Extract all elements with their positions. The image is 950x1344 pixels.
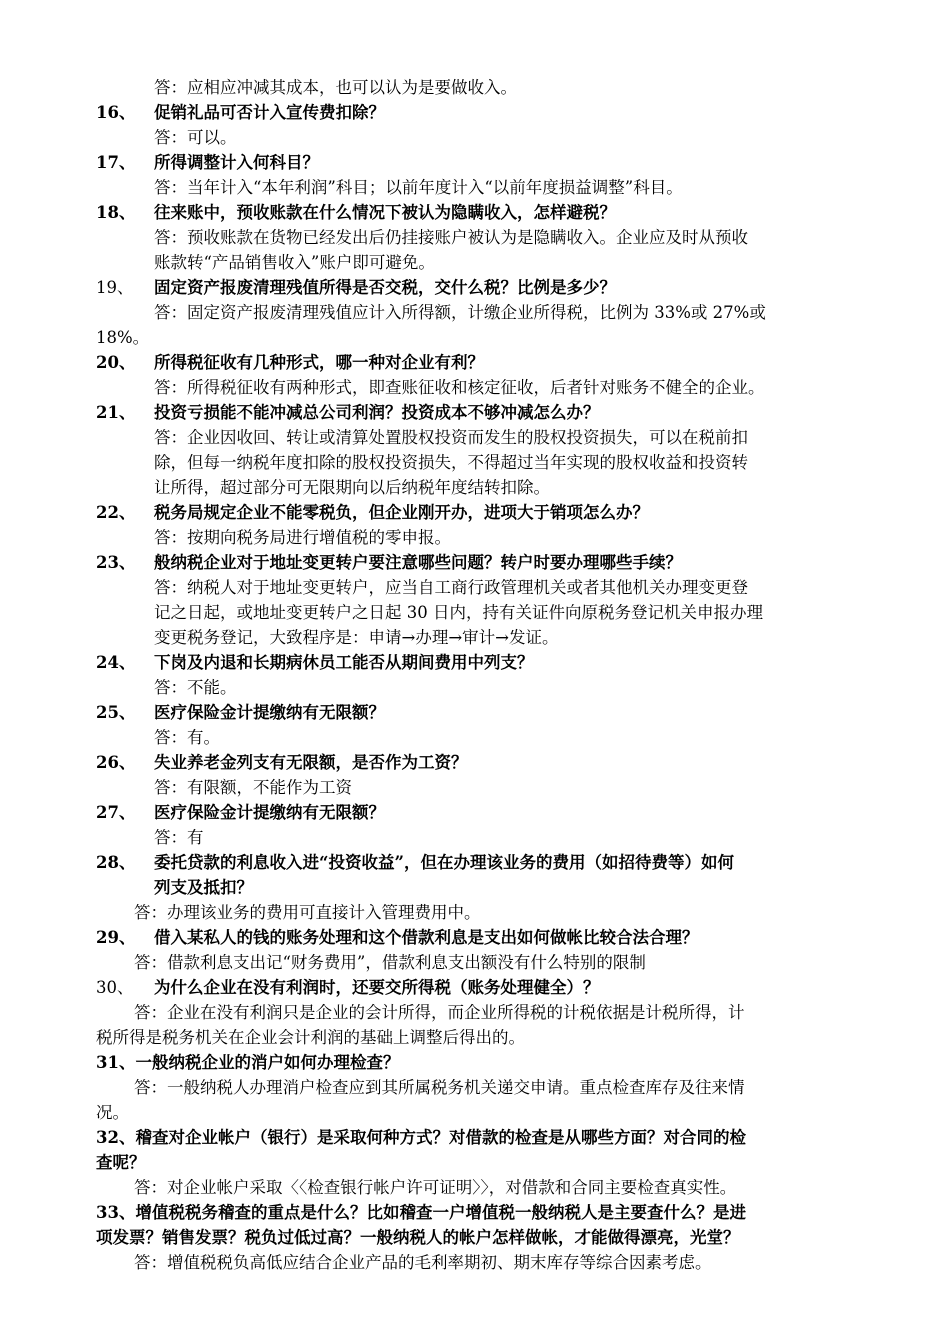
question-text: 税务局规定企业不能零税负，但企业刚开办，进项大于销项怎么办？	[154, 503, 649, 522]
answer-text: 答：所得税征收有两种形式，即查账征收和核定征收，后者针对账务不健全的企业。	[154, 378, 765, 397]
answer-text: 答：固定资产报废清理残值应计入所得额，计缴企业所得税，比例为 33%或 27%或	[154, 303, 766, 322]
answer-text: 答：增值税税负高低应结合企业产品的毛利率期初、期末库存等综合因素考虑。	[134, 1253, 712, 1272]
answer-text: 答：企业因收回、转让或清算处置股权投资而发生的股权投资损失，可以在税前扣	[154, 428, 748, 447]
question-line	[0, 401, 950, 425]
question-line	[0, 976, 950, 1000]
answer-text: 答：可以。	[154, 128, 237, 147]
answer-text: 答：借款利息支出记“财务费用”，借款利息支出额没有什么特别的限制	[134, 953, 646, 972]
question-number: 24、	[96, 653, 136, 672]
question-text: 般纳税企业对于地址变更转户要注意哪些问题？转户时要办理哪些手续？	[154, 553, 682, 572]
question-number: 30、	[96, 978, 134, 997]
question-text: 所得调整计入何科目？	[154, 153, 319, 172]
question-line	[0, 101, 950, 125]
question-text: 31、一般纳税企业的消户如何办理检查？	[96, 1053, 400, 1072]
question-text: 查呢？	[96, 1153, 146, 1172]
question-number: 23、	[96, 553, 136, 572]
question-text: 所得税征收有几种形式，哪一种对企业有利？	[154, 353, 484, 372]
question-number: 21、	[96, 403, 136, 422]
answer-text: 税所得是税务机关在企业会计利润的基础上调整后得出的。	[96, 1028, 525, 1047]
question-text: 医疗保险金计提缴纳有无限额？	[154, 703, 385, 722]
question-line	[0, 276, 950, 300]
question-number: 17、	[96, 153, 136, 172]
question-number: 19、	[96, 278, 134, 297]
answer-text: 答：纳税人对于地址变更转户，应当自工商行政管理机关或者其他机关办理变更登	[154, 578, 748, 597]
question-number: 26、	[96, 753, 136, 772]
answer-text: 答：有限额，不能作为工资	[154, 778, 352, 797]
question-line	[0, 201, 950, 225]
question-number: 16、	[96, 103, 136, 122]
question-line	[0, 151, 950, 175]
answer-text: 答：一般纳税人办理消户检查应到其所属税务机关递交申请。重点检查库存及往来情	[134, 1078, 745, 1097]
answer-text: 答：有。	[154, 728, 220, 747]
question-line	[0, 801, 950, 825]
question-text: 固定资产报废清理残值所得是否交税，交什么税？比例是多少？	[154, 278, 616, 297]
question-text: 33、增值税税务稽查的重点是什么？比如稽查一户增值税一般纳税人是主要查什么？是进	[96, 1203, 746, 1222]
question-text: 医疗保险金计提缴纳有无限额？	[154, 803, 385, 822]
question-number: 27、	[96, 803, 136, 822]
answer-text: 况。	[96, 1103, 129, 1122]
answer-text: 18%。	[96, 328, 150, 347]
question-line	[0, 351, 950, 375]
question-number: 29、	[96, 928, 136, 947]
question-text: 下岗及内退和长期病休员工能否从期间费用中列支？	[154, 653, 534, 672]
answer-text: 答：办理该业务的费用可直接计入管理费用中。	[134, 903, 481, 922]
question-text: 委托贷款的利息收入进“投资收益”，但在办理该业务的费用（如招待费等）如何	[154, 853, 734, 872]
answer-text: 答：按期向税务局进行增值税的零申报。	[154, 528, 451, 547]
question-text: 32、稽查对企业帐户（银行）是采取何种方式？对借款的检查是从哪些方面？对合同的检	[96, 1128, 746, 1147]
answer-text: 答：预收账款在货物已经发出后仍挂接账户被认为是隐瞒收入。企业应及时从预收	[154, 228, 748, 247]
question-text: 列支及抵扣？	[154, 878, 253, 897]
answer-text: 答：企业在没有利润只是企业的会计所得，而企业所得税的计税依据是计税所得，计	[134, 1003, 745, 1022]
question-number: 22、	[96, 503, 136, 522]
question-number: 18、	[96, 203, 136, 222]
question-number: 28、	[96, 853, 136, 872]
question-text: 失业养老金列支有无限额，是否作为工资？	[154, 753, 468, 772]
answer-text: 答：对企业帐户采取〈〈检查银行帐户许可证明〉〉，对借款和合同主要检查真实性。	[134, 1178, 737, 1197]
question-text: 往来账中，预收账款在什么情况下被认为隐瞒收入，怎样避税？	[154, 203, 616, 222]
answer-text: 除，但每一纳税年度扣除的股权投资损失，不得超过当年实现的股权收益和投资转	[154, 453, 748, 472]
question-line	[0, 551, 950, 575]
answer-text: 记之日起，或地址变更转户之日起 30 日内，持有关证件向原税务登记机关申报办理	[154, 603, 763, 622]
answer-text: 答：有	[154, 828, 204, 847]
answer-text: 让所得，超过部分可无限期向以后纳税年度结转扣除。	[154, 478, 550, 497]
answer-text: 答：应相应冲减其成本，也可以认为是要做收入。	[154, 78, 517, 97]
question-text: 为什么企业在没有利润时，还要交所得税（账务处理健全）？	[154, 978, 600, 997]
answer-text: 答：不能。	[154, 678, 237, 697]
question-text: 促销礼品可否计入宣传费扣除？	[154, 103, 385, 122]
question-text: 投资亏损能不能冲减总公司利润？投资成本不够冲减怎么办？	[154, 403, 600, 422]
question-line	[0, 851, 950, 875]
question-line	[0, 751, 950, 775]
question-line	[0, 501, 950, 525]
answer-text: 变更税务登记，大致程序是：申请→办理→审计→发证。	[154, 628, 559, 647]
answer-text: 账款转“产品销售收入”账户即可避免。	[154, 253, 435, 272]
question-text: 借入某私人的钱的账务处理和这个借款利息是支出如何做帐比较合法合理？	[154, 928, 699, 947]
question-number: 20、	[96, 353, 136, 372]
answer-text: 答：当年计入“本年利润”科目；以前年度计入“以前年度损益调整”科目。	[154, 178, 683, 197]
question-line	[0, 701, 950, 725]
question-line	[0, 926, 950, 950]
question-line	[0, 651, 950, 675]
question-text: 项发票？销售发票？税负过低过高？一般纳税人的帐户怎样做帐，才能做得漂亮，光堂？	[96, 1228, 740, 1247]
question-number: 25、	[96, 703, 136, 722]
